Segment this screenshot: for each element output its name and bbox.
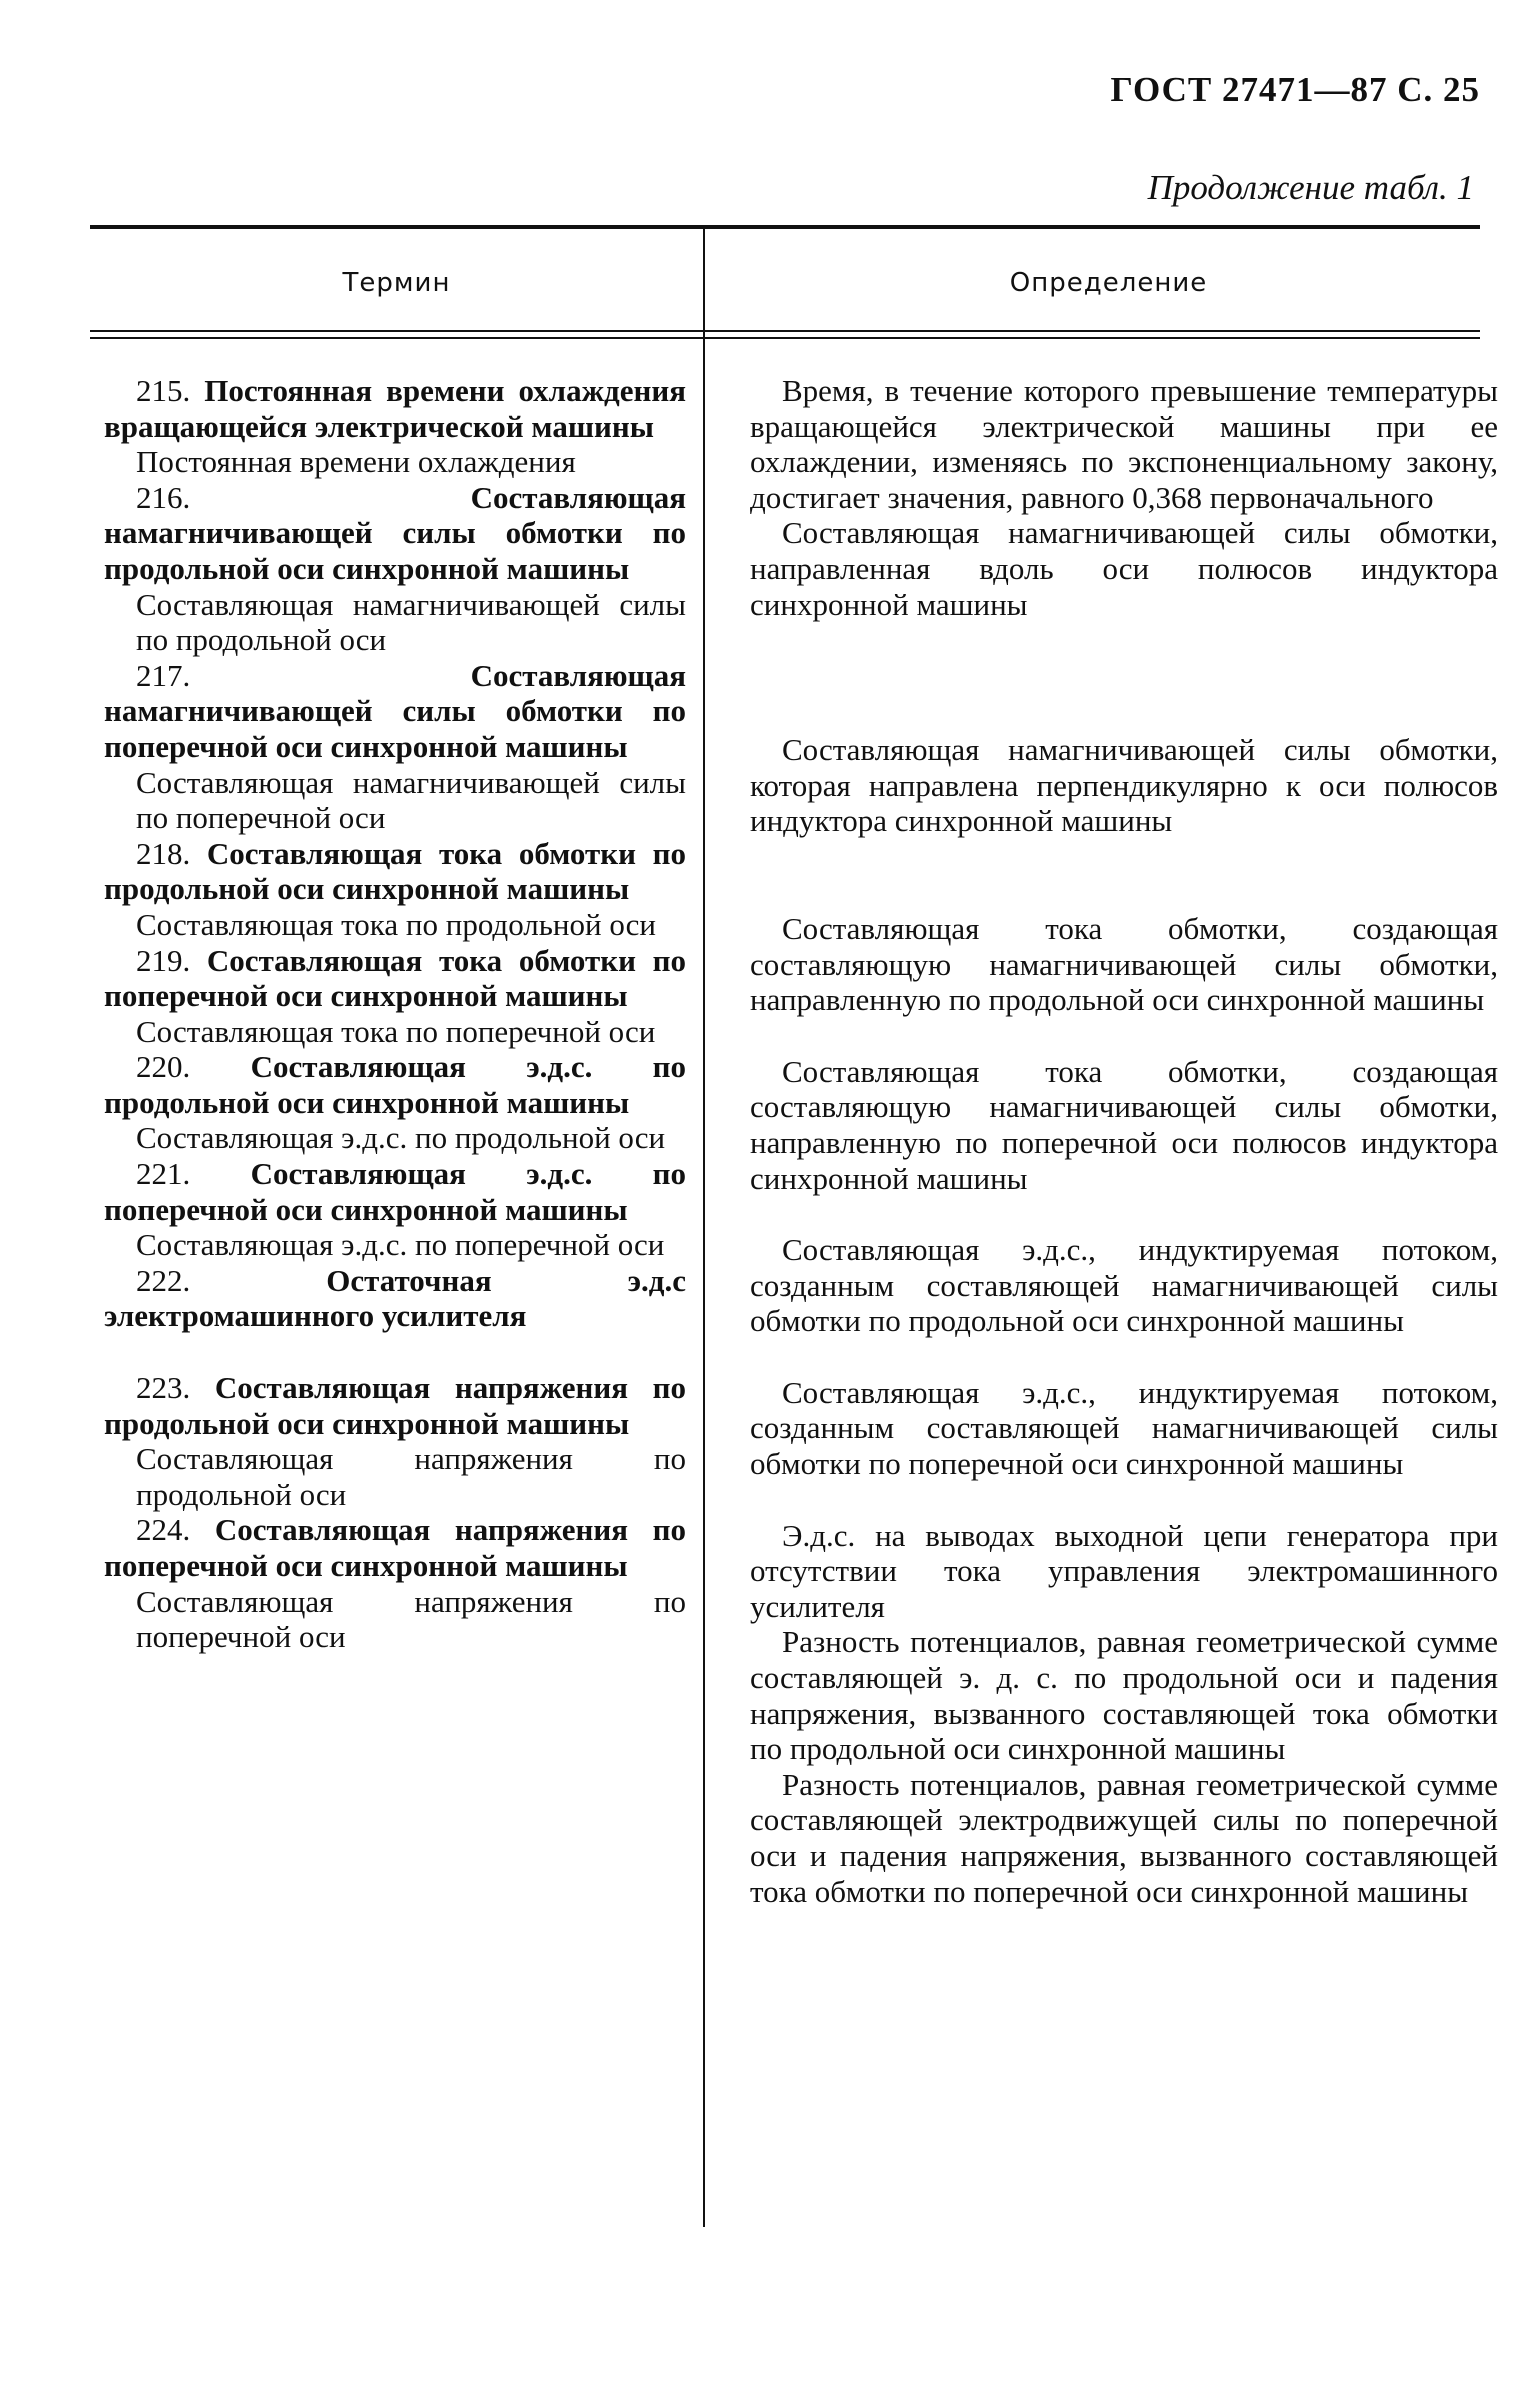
term-entry: [104, 1512, 686, 1654]
term-entry: [104, 1156, 686, 1263]
column-header-term: Термин: [342, 268, 451, 298]
table-continuation-label: Продолжение табл. 1: [1147, 168, 1474, 207]
column-divider: [703, 227, 705, 2227]
table-top-rule: [90, 225, 1480, 229]
term-entry: [104, 1049, 686, 1156]
term-number: 223.: [136, 1370, 191, 1406]
term-name: Составляющая э.д.с. по продольной оси синхронной машины: [104, 1049, 686, 1120]
term-entry: [104, 1370, 686, 1512]
definition-text: Разность потенциалов, равная геометрической сумме составляющей электродвижущей силы по поперечной оси и падения напряжения, вызванного составляющей тока обмотки по поперечной оси синхронной машины: [750, 1766, 1498, 1909]
definition-text: Составляющая намагничивающей силы обмотки, направленная вдоль оси полюсов индуктора синхронной машины: [750, 515, 1498, 622]
term-entry: [104, 943, 686, 1050]
term-short-form: Составляющая намагничивающей силы по поперечной оси: [136, 764, 686, 836]
term-name: Составляющая напряжения по поперечной оси синхронной машины: [104, 1512, 687, 1583]
term-short-form: Составляющая намагничивающей силы по продольной оси: [136, 586, 686, 658]
column-header-definition: Определение: [1009, 268, 1208, 298]
definition-text: Разность потенциалов, равная геометрической сумме составляющей э. д. с. по продольной оси и падения напряжения, вызванного составляющей тока обмотки по продольной оси синхронной машины: [750, 1624, 1498, 1767]
term-entry: [104, 373, 686, 480]
definition-text: Составляющая тока обмотки, создающая составляющую намагничивающей силы обмотки, направленную по продольной оси синхронной машины: [750, 910, 1498, 1018]
term-number: 221.: [136, 1156, 191, 1192]
header-divider-double: [90, 337, 1480, 339]
term-short-form: Составляющая э.д.с. по поперечной оси: [136, 1227, 665, 1263]
definition-text: Составляющая намагничивающей силы обмотки, которая направлена перпендикулярно к оси полюсов индуктора синхронной машины: [750, 732, 1498, 839]
term-number: 215.: [136, 373, 191, 408]
definition-text: Э.д.с. на выводах выходной цепи генератора при отсутствии тока управления электромашинного усилителя: [750, 1517, 1498, 1624]
term-name: Составляющая напряжения по продольной оси синхронной машины: [104, 1370, 687, 1441]
term-short-form: Составляющая напряжения по поперечной оси: [136, 1583, 686, 1655]
term-number: 224.: [136, 1512, 191, 1548]
term-name: Постоянная времени охлаждения вращающейся электрической машины: [104, 373, 686, 444]
term-number: 220.: [136, 1049, 191, 1085]
term-number: 219.: [136, 942, 191, 978]
term-short-form: Составляющая э.д.с. по продольной оси: [136, 1120, 666, 1156]
header-divider: [90, 330, 1480, 332]
term-short-form: Составляющая напряжения по продольной оси: [136, 1441, 686, 1512]
term-name: Составляющая тока обмотки по продольной оси синхронной машины: [104, 835, 686, 907]
term-name: Составляющая намагничивающей силы обмотки по продольной оси синхронной машины: [104, 479, 686, 586]
term-number: 222.: [136, 1262, 191, 1298]
term-name: Составляющая намагничивающей силы обмотки по поперечной оси синхронной машины: [104, 657, 686, 764]
term-short-form: Составляющая тока по продольной оси: [136, 906, 656, 942]
term-entry: [104, 1263, 686, 1334]
term-name: Составляющая э.д.с. по поперечной оси синхронной машины: [104, 1156, 686, 1227]
term-entry: [104, 836, 686, 943]
definition-text: Составляющая тока обмотки, создающая составляющую намагничивающей силы обмотки, направленную по поперечной оси полюсов индуктора синхронной машины: [750, 1053, 1498, 1196]
term-number: 216.: [136, 479, 191, 515]
definition-text: Составляющая э.д.с., индуктируемая потоком, созданным составляющей намагничивающей силы обмотки по поперечной оси синхронной машины: [750, 1374, 1498, 1482]
term-number: 217.: [136, 657, 191, 693]
definition-text: Составляющая э.д.с., индуктируемая потоком, созданным составляющей намагничивающей силы обмотки по продольной оси синхронной машины: [750, 1232, 1498, 1339]
term-number: 218.: [136, 835, 191, 871]
term-entry: [104, 658, 686, 836]
definition-column: [750, 373, 1498, 1909]
term-entry: [104, 480, 686, 658]
definition-text: Время, в течение которого превышение температуры вращающейся электрической машины при ее охлаждении, изменяясь по экспоненциальному закону, достигает значения, равного 0,368 первоначального: [750, 373, 1498, 515]
term-name: Остаточная э.д.с электромашинного усилителя: [104, 1262, 686, 1334]
term-short-form: Постоянная времени охлаждения: [136, 444, 576, 480]
term-short-form: Составляющая тока по поперечной оси: [136, 1013, 656, 1049]
term-name: Составляющая тока обмотки по поперечной оси синхронной машины: [104, 942, 686, 1014]
page-header: ГОСТ 27471—87 С. 25: [1110, 70, 1480, 109]
term-column: [104, 373, 686, 1655]
